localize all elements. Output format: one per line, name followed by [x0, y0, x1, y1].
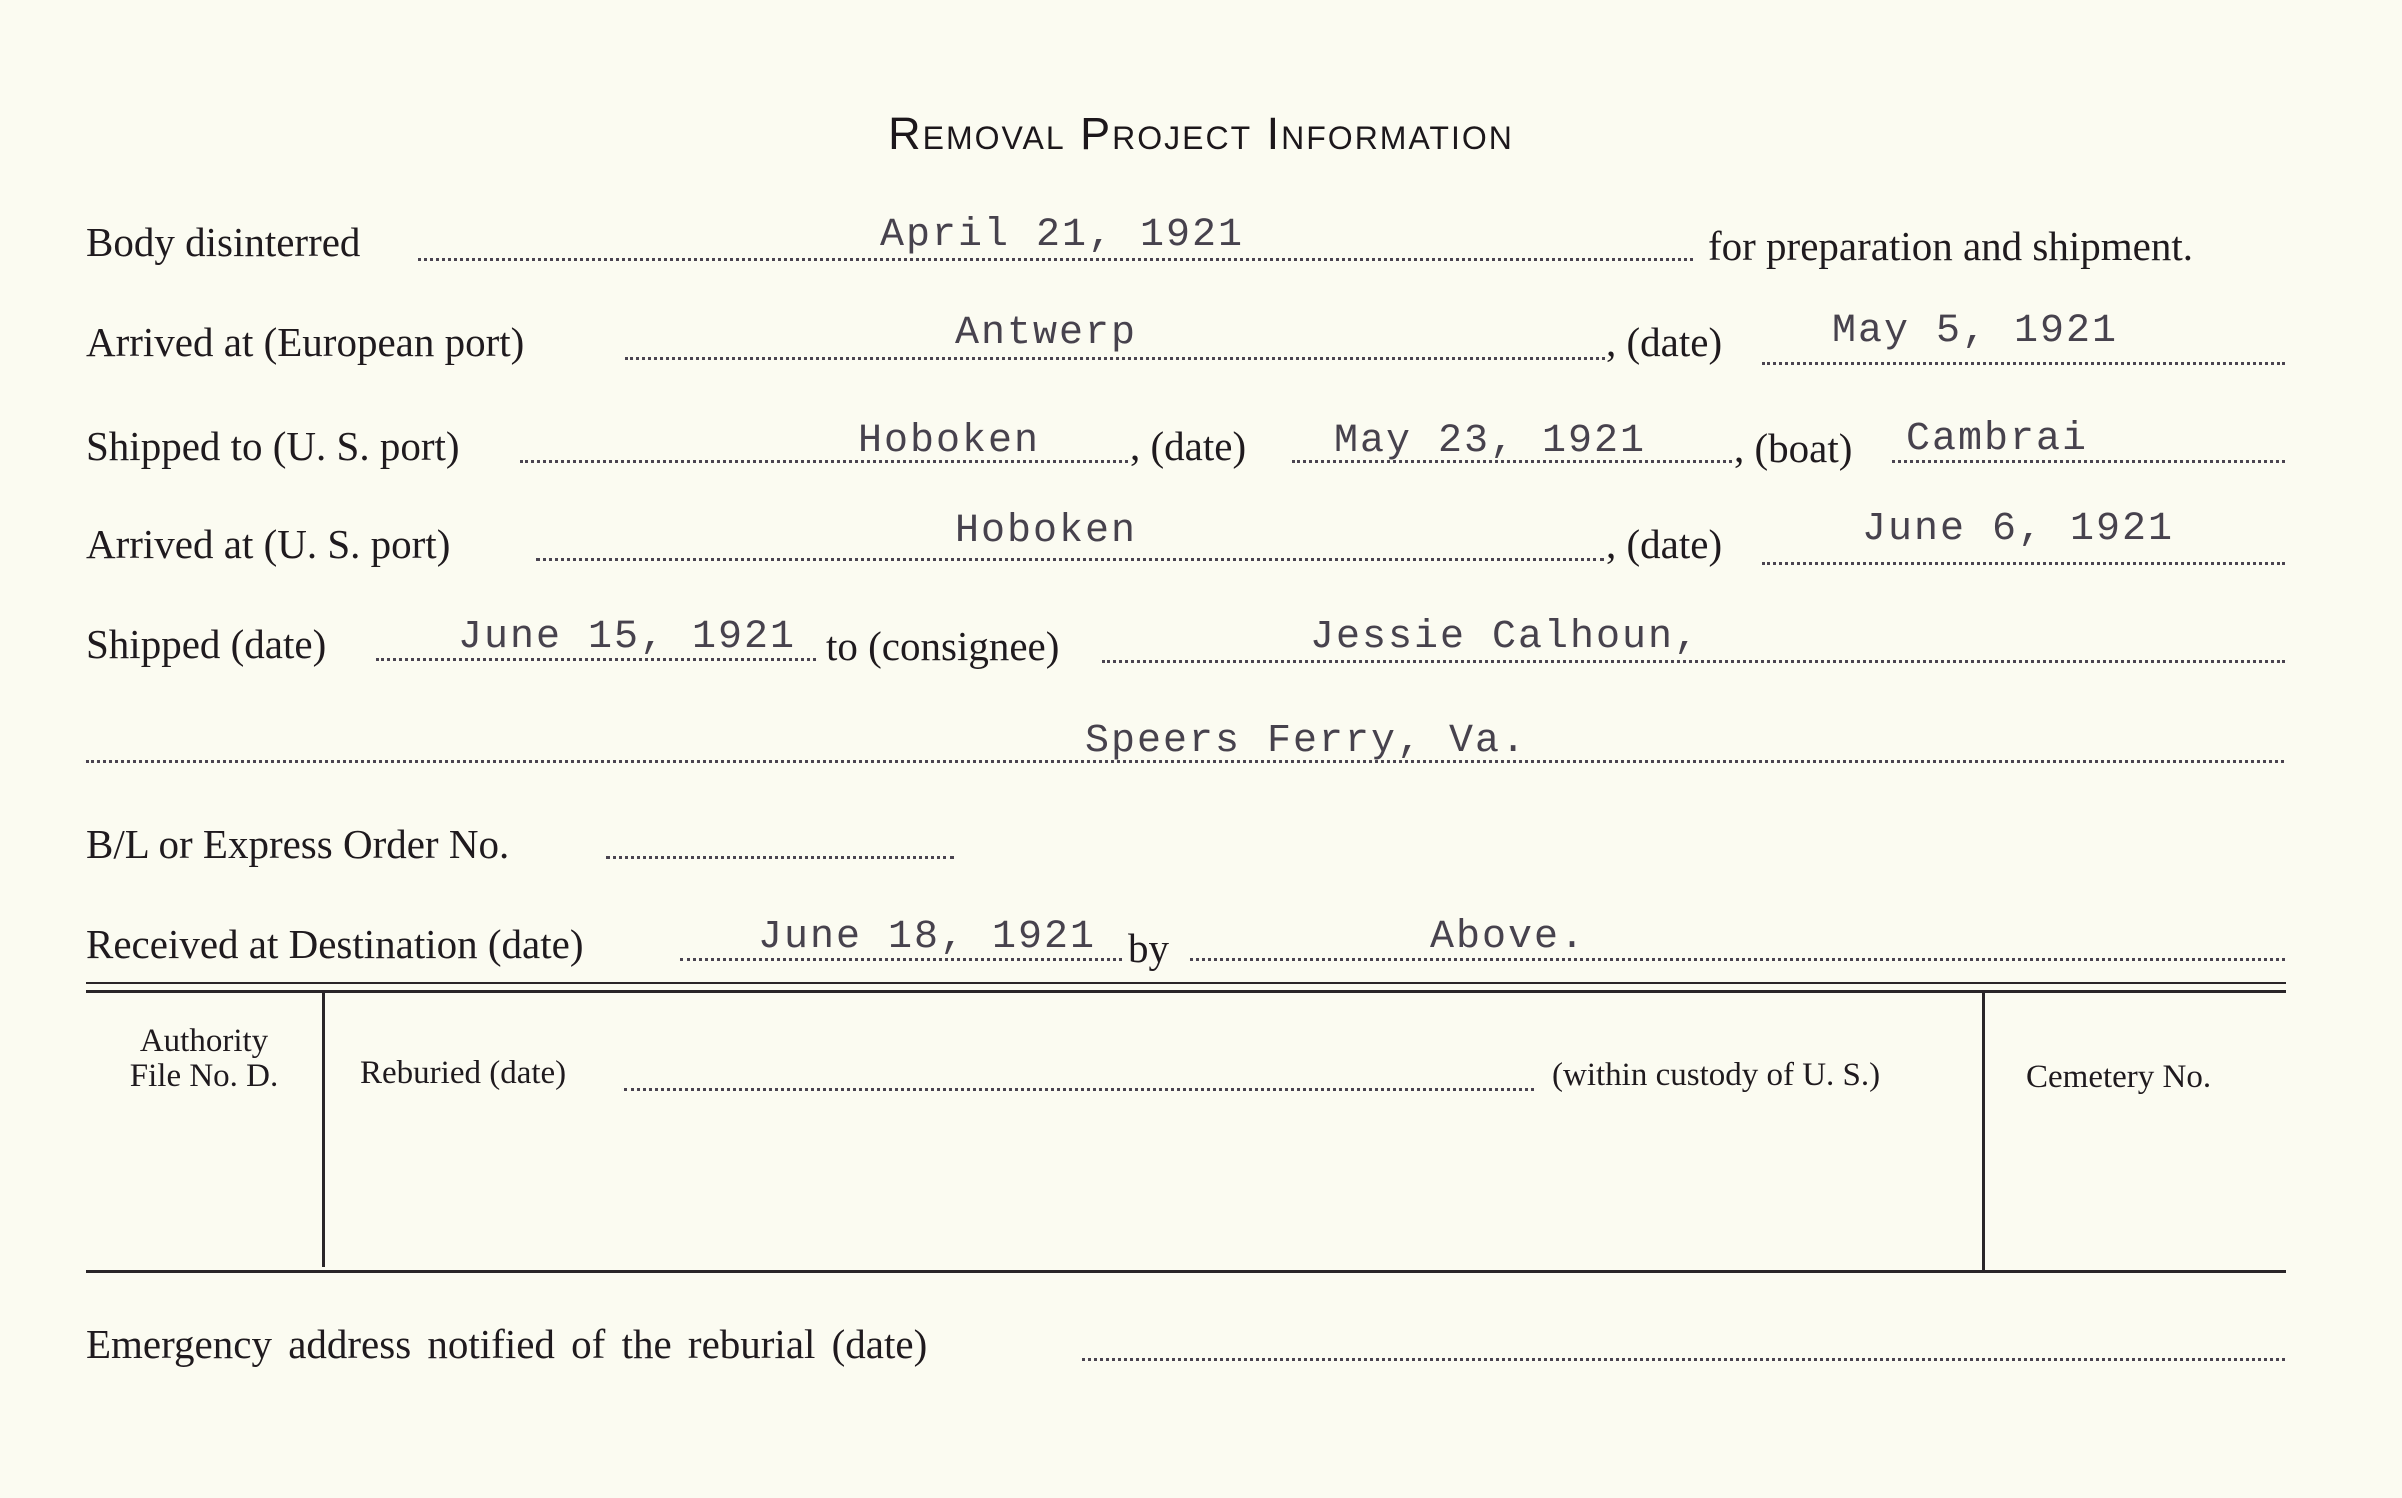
table-bottom-rule [86, 1270, 2286, 1273]
received-label: Received at Destination (date) [86, 921, 584, 967]
shipped-date: June 15, 1921 [458, 615, 797, 660]
shipped-us-boat-label: , (boat) [1734, 425, 1853, 471]
arrived-europe-date: May 5, 1921 [1832, 309, 2119, 354]
table-top-rule-2 [86, 990, 2286, 993]
cemetery-label: Cemetery No. [2026, 1059, 2212, 1095]
table-top-rule-1 [86, 982, 2286, 984]
arrived-us-date: June 6, 1921 [1862, 507, 2175, 552]
arrived-us-label: Arrived at (U. S. port) [86, 521, 451, 567]
arrived-us-date-label: , (date) [1606, 521, 1723, 567]
arrived-europe-date-label: , (date) [1606, 319, 1723, 365]
arrived-europe-date-line [1762, 362, 2285, 365]
shipped-us-date-label: , (date) [1130, 423, 1247, 469]
arrived-us-date-line [1762, 562, 2285, 565]
disinterred-label: Body disinterred [86, 219, 361, 265]
shipped-us-port: Hoboken [858, 419, 1041, 464]
consignee-line [1102, 660, 2285, 663]
file-no-label: File No. D. [129, 1057, 279, 1094]
arrived-europe-port-line [625, 357, 1605, 360]
received-date: June 18, 1921 [758, 915, 1097, 960]
received-by: Above. [1430, 915, 1587, 960]
form-title: Removal Project Information [888, 108, 1514, 159]
emergency-label: Emergency address notified of the reburial (date) [86, 1321, 928, 1367]
reburied-line [624, 1088, 1534, 1091]
shipped-us-date: May 23, 1921 [1334, 419, 1647, 464]
received-by-label: by [1128, 925, 1169, 971]
reburied-label: Reburied (date) [360, 1055, 567, 1091]
arrived-europe-label: Arrived at (European port) [86, 319, 525, 365]
table-divider-right [1982, 993, 1985, 1271]
bl-line [606, 856, 954, 859]
received-by-line [1190, 958, 2285, 961]
disinterred-date: April 21, 1921 [880, 213, 1245, 258]
table-divider-left [322, 993, 325, 1267]
arrived-us-port-line [536, 558, 1604, 561]
consignee-address: Speers Ferry, Va. [1085, 719, 1528, 764]
arrived-us-port: Hoboken [955, 509, 1138, 554]
shipped-us-label: Shipped to (U. S. port) [86, 423, 460, 469]
consignee-name: Jessie Calhoun, [1310, 615, 1701, 660]
consignee-label: to (consignee) [826, 623, 1060, 669]
disinterred-line [418, 258, 1693, 261]
shipped-date-label: Shipped (date) [86, 621, 327, 667]
authority-cell [86, 1024, 322, 1093]
arrived-europe-port: Antwerp [955, 311, 1138, 356]
authority-label: Authority [139, 1023, 269, 1059]
shipped-us-boat: Cambrai [1906, 417, 2089, 462]
emergency-line [1082, 1358, 2285, 1361]
disinterred-suffix: for preparation and shipment. [1708, 223, 2194, 269]
custody-label: (within custody of U. S.) [1552, 1057, 1881, 1093]
bl-label: B/L or Express Order No. [86, 821, 510, 867]
